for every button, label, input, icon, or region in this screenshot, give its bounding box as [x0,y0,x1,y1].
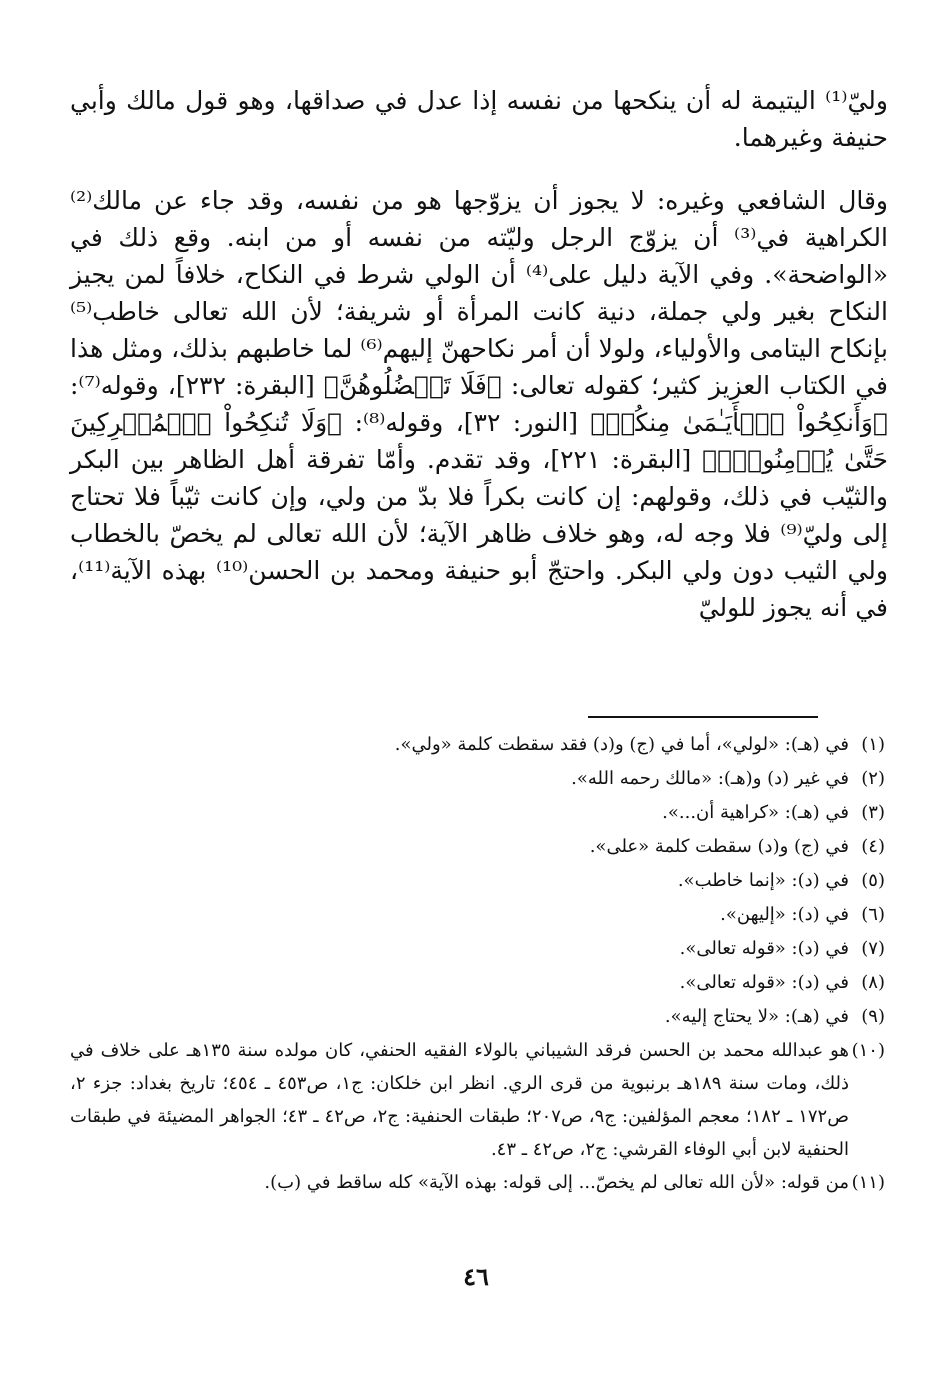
footnote-number: (٣) [861,802,885,823]
footnote [70,1166,885,1200]
body-paragraph: وليّ⁽¹⁾ اليتيمة له أن ينكحها من نفسه إذا عدل في صداقها، وهو قول مالك وأبي حنيفة وغيرهما. [70,86,888,152]
footnote-number: (٢) [861,768,885,789]
footnote-number: (٦) [861,904,885,925]
footnote-number: (١٠) [851,1040,885,1061]
footnote-text: في (د): «إنما خاطب». [677,870,849,891]
page-number: ٤٦ [463,1262,489,1291]
footnote [70,762,885,796]
footnote-number: (١) [861,734,885,755]
footnote-number: (١١) [851,1172,885,1193]
footnote-text: في (د): «قوله تعالى». [679,938,849,959]
footnote-number: (٧) [861,938,885,959]
footnote [70,830,885,864]
footnote-text: هو عبدالله محمد بن الحسن فرقد الشيباني بالولاء الفقيه الحنفي، كان مولده سنة ١٣٥هـ على خلاف في ذلك، ومات سنة ١٨٩هـ برنبوية من قرى الري. انظر ابن خلكان: ج١، ص٤٥٣ ـ ٤٥٤؛ تاريخ بغداد: جزء ٢، ص١٧٢ ـ ١٨٢؛ معجم المؤلفين: ج٩، ص٢٠٧؛ طبقات الحنفية: ج٢، ص٤٢ ـ ٤٣؛ الجواهر المضيئة في طبقات الحنفية لابن أبي الوفاء القرشي: ج٢، ص٤٢ ـ ٤٣. [70,1040,849,1160]
footnote-number: (٨) [861,972,885,993]
footnote-text: في غير (د) و(هـ): «مالك رحمه الله». [571,768,849,789]
footnote-text: في (هـ): «لولي»، أما في (ج) و(د) فقد سقطت كلمة «ولي». [394,734,849,755]
footnote-number: (٤) [861,836,885,857]
footnote-number: (٥) [861,870,885,891]
footnote [70,898,885,932]
footnote-text: في (د): «إليهن». [720,904,849,925]
body-paragraph: وقال الشافعي وغيره: لا يجوز أن يزوّجها هو من نفسه، وقد جاء عن مالك⁽²⁾ الكراهية في⁽³⁾ أن يزوّج الرجل وليّته من نفسه أو من ابنه. وقع ذلك في «الواضحة». وفي الآية دليل على⁽⁴⁾ أن الولي شرط في النكاح، خلافاً لمن يجيز النكاح بغير ولي جملة، دنية كانت المرأة أو شريفة؛ لأن الله تعالى خاطب⁽⁵⁾ بإنكاح اليتامى والأولياء، ولولا أن أمر نكاحهنّ إليهم⁽⁶⁾ لما خاطبهم بذلك، ومثل هذا في الكتاب العزيز كثير؛ كقوله تعالى: ﴿فَلَا تَعۡضُلُوهُنَّ﴾ [البقرة: ٢٣٢]، وقوله⁽⁷⁾: ﴿وَأَنكِحُواْ ٱلۡأَيَـٰمَىٰ مِنكُمۡ﴾ [النور: ٣٢]، وقوله⁽⁸⁾: ﴿وَلَا تُنكِحُواْ ٱلۡمُشۡرِكِينَ حَتَّىٰ يُؤۡمِنُواْۚ﴾ [البقرة: ٢٢١]، وقد تقدم. وأمّا تفرقة أهل الظاهر بين البكر والثيّب في ذلك، وقولهم: إن كانت بكراً فلا بدّ من ولي، وإن كانت ثيّباً فلا تحتاج إلى وليّ⁽⁹⁾ فلا وجه له، وهو خلاف ظاهر الآية؛ لأن الله تعالى لم يخصّ بالخطاب ولي الثيب دون ولي البكر. واحتجّ أبو حنيفة ومحمد بن الحسن⁽¹⁰⁾ بهذه الآية⁽¹¹⁾، في أنه يجوز للوليّ [70,186,889,622]
footnotes-list [70,728,885,1200]
footnote-separator [588,716,818,718]
footnote [70,1000,885,1034]
footnote-number: (٩) [861,1006,885,1027]
footnote-text: من قوله: «لأن الله تعالى لم يخصّ... إلى قوله: بهذه الآية» كله ساقط في (ب). [264,1172,849,1193]
footnote-text: في (هـ): «كراهية أن...». [662,802,849,823]
footnote [70,1034,885,1166]
footnote [70,796,885,830]
footnote-text: في (د): «قوله تعالى». [679,972,849,993]
footnote-text: في (هـ): «لا يحتاج إليه». [664,1006,849,1027]
footnote [70,932,885,966]
footnote-text: في (ج) و(د) سقطت كلمة «على». [589,836,849,857]
footnote [70,864,885,898]
footnote [70,966,885,1000]
footnote [70,728,885,762]
